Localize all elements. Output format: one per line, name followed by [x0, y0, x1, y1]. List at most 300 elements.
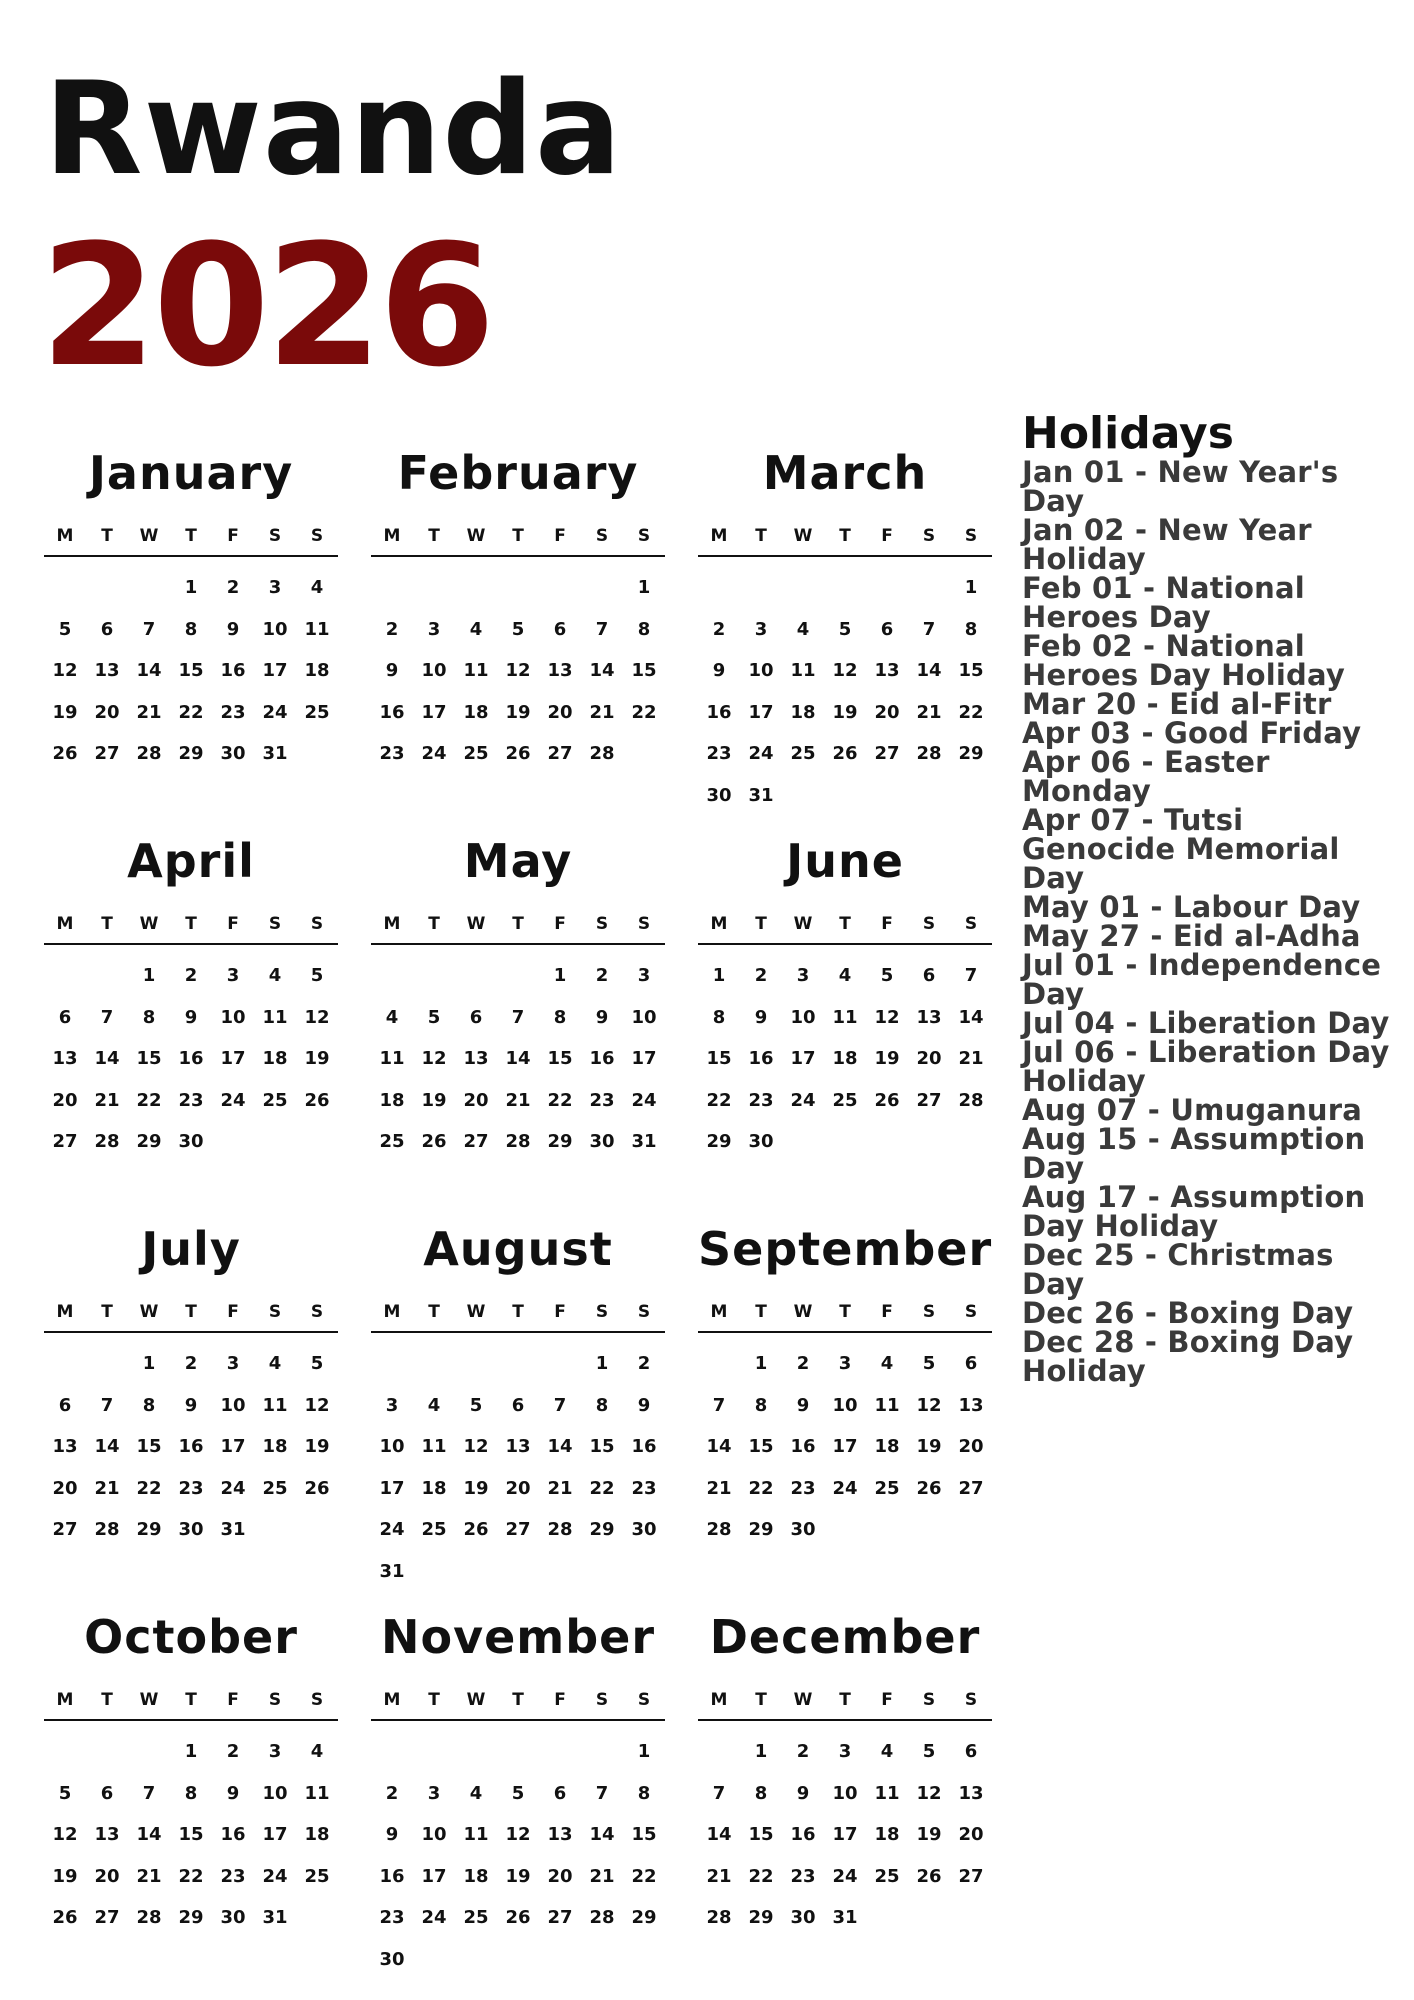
day-cell: 7 — [142, 1782, 156, 1804]
day-cell: 11 — [874, 1394, 900, 1416]
weekday-label: M — [383, 1302, 401, 1322]
day-cell: 2 — [226, 1741, 240, 1762]
day-cell: 8 — [712, 1006, 726, 1028]
day-cell: 21 — [136, 1865, 162, 1887]
day-cell: 21 — [958, 1048, 984, 1069]
weekday-label: S — [310, 1690, 324, 1710]
day-cell: 23 — [379, 1907, 405, 1928]
day-cell: 23 — [589, 1089, 615, 1111]
month-title: March — [762, 446, 928, 500]
day-cell: 16 — [178, 1436, 204, 1457]
day-cell: 14 — [94, 1436, 120, 1457]
day-cell: 8 — [184, 618, 198, 640]
day-cell: 29 — [958, 743, 984, 764]
month-title: April — [127, 834, 255, 888]
month-september — [698, 1216, 992, 1604]
weekday-header — [698, 1302, 992, 1333]
days-grid — [698, 1333, 992, 1551]
holiday-item: Aug 15 - Assumption Day — [1022, 1122, 1366, 1185]
day-cell: 20 — [505, 1477, 531, 1499]
day-cell: 8 — [553, 1006, 567, 1028]
empty-day-cell — [371, 1343, 413, 1385]
day-cell: 9 — [385, 660, 399, 681]
day-cell: 19 — [916, 1436, 942, 1457]
day-cell: 4 — [880, 1353, 894, 1374]
day-cell: 14 — [505, 1048, 531, 1069]
day-cell: 26 — [304, 1477, 330, 1499]
empty-day-cell — [44, 567, 86, 609]
day-cell: 17 — [631, 1048, 657, 1069]
day-cell: 25 — [379, 1131, 405, 1152]
day-cell: 13 — [52, 1436, 78, 1457]
day-cell: 15 — [178, 660, 204, 681]
day-cell: 17 — [421, 1865, 447, 1887]
day-cell: 23 — [220, 1865, 246, 1887]
day-cell: 21 — [505, 1089, 531, 1111]
day-cell: 1 — [754, 1353, 768, 1374]
day-cell: 2 — [796, 1353, 810, 1374]
day-cell: 27 — [916, 1089, 942, 1111]
weekday-label: W — [139, 1302, 159, 1322]
day-cell: 18 — [463, 1865, 489, 1887]
day-cell: 30 — [220, 743, 246, 764]
day-cell: 14 — [589, 1824, 615, 1845]
weekday-label: W — [466, 1690, 486, 1710]
day-cell: 18 — [304, 660, 330, 681]
holiday-item: Aug 17 - Assumption Day Holiday — [1022, 1180, 1366, 1243]
day-cell: 15 — [178, 1824, 204, 1845]
day-cell: 20 — [547, 1865, 573, 1887]
day-cell: 20 — [94, 1865, 120, 1887]
day-cell: 2 — [595, 965, 609, 986]
day-cell: 30 — [631, 1519, 657, 1540]
holiday-item: Dec 28 - Boxing Day Holiday — [1022, 1325, 1354, 1388]
weekday-label: M — [56, 914, 74, 934]
day-cell: 30 — [589, 1131, 615, 1152]
day-cell: 28 — [706, 1519, 732, 1540]
day-cell: 14 — [706, 1436, 732, 1457]
day-cell: 5 — [58, 618, 72, 640]
day-cell: 6 — [964, 1741, 978, 1762]
holiday-item: May 27 - Eid al-Adha — [1022, 919, 1361, 953]
weekday-header — [44, 1302, 338, 1333]
day-cell: 28 — [589, 1907, 615, 1928]
day-cell: 22 — [631, 701, 657, 723]
day-cell: 24 — [421, 743, 447, 764]
day-cell: 19 — [463, 1477, 489, 1499]
day-cell: 6 — [58, 1394, 72, 1416]
day-cell: 26 — [916, 1865, 942, 1887]
day-cell: 17 — [832, 1824, 858, 1845]
day-cell: 17 — [262, 1824, 288, 1845]
day-cell: 17 — [262, 660, 288, 681]
weekday-label: W — [793, 914, 813, 934]
day-cell: 27 — [52, 1519, 78, 1540]
day-cell: 27 — [958, 1865, 984, 1887]
day-cell: 14 — [706, 1824, 732, 1845]
day-cell: 27 — [547, 1907, 573, 1928]
empty-day-cell — [497, 1343, 539, 1385]
day-cell: 27 — [94, 743, 120, 764]
weekday-label: S — [964, 526, 978, 546]
weekday-label: T — [512, 914, 524, 934]
weekday-label: S — [637, 1302, 651, 1322]
day-cell: 22 — [748, 1865, 774, 1887]
day-cell: 19 — [505, 701, 531, 723]
day-cell: 10 — [421, 1824, 447, 1845]
day-cell: 7 — [595, 618, 609, 640]
day-cell: 29 — [136, 1131, 162, 1152]
weekday-label: W — [793, 526, 813, 546]
day-cell: 5 — [511, 1782, 525, 1804]
day-cell: 15 — [631, 1824, 657, 1845]
day-cell: 16 — [631, 1436, 657, 1457]
day-cell: 12 — [916, 1782, 942, 1804]
day-cell: 12 — [874, 1006, 900, 1028]
day-cell: 15 — [547, 1048, 573, 1069]
weekday-label: F — [227, 1302, 239, 1322]
day-cell: 30 — [748, 1131, 774, 1152]
month-march — [698, 440, 992, 828]
day-cell: 22 — [631, 1865, 657, 1887]
day-cell: 14 — [958, 1006, 984, 1028]
day-cell: 22 — [958, 701, 984, 723]
day-cell: 13 — [94, 1824, 120, 1845]
day-cell: 27 — [958, 1477, 984, 1499]
month-may — [371, 828, 665, 1216]
day-cell: 5 — [427, 1006, 441, 1028]
empty-day-cell — [497, 567, 539, 609]
weekday-label: M — [710, 1690, 728, 1710]
weekday-label: F — [881, 526, 893, 546]
day-cell: 8 — [595, 1394, 609, 1416]
weekday-label: S — [964, 1690, 978, 1710]
day-cell: 27 — [94, 1907, 120, 1928]
day-cell: 31 — [262, 1907, 288, 1928]
day-cell: 17 — [832, 1436, 858, 1457]
day-cell: 7 — [964, 965, 978, 986]
day-cell: 8 — [142, 1006, 156, 1028]
day-cell: 25 — [262, 1089, 288, 1111]
weekday-label: S — [268, 1690, 282, 1710]
day-cell: 25 — [874, 1865, 900, 1887]
day-cell: 25 — [463, 743, 489, 764]
holiday-item: Mar 20 - Eid al-Fitr — [1022, 687, 1332, 721]
day-cell: 18 — [304, 1824, 330, 1845]
day-cell: 30 — [379, 1948, 405, 1970]
day-cell: 21 — [706, 1477, 732, 1499]
day-cell: 11 — [832, 1006, 858, 1028]
weekday-label: S — [310, 914, 324, 934]
day-cell: 4 — [268, 1353, 282, 1374]
day-cell: 25 — [304, 1865, 330, 1887]
day-cell: 27 — [463, 1131, 489, 1152]
day-cell: 4 — [268, 965, 282, 986]
day-cell: 5 — [469, 1394, 483, 1416]
weekday-label: W — [139, 526, 159, 546]
day-cell: 7 — [100, 1006, 114, 1028]
days-grid — [371, 945, 665, 1163]
day-cell: 30 — [706, 784, 732, 806]
month-july — [44, 1216, 338, 1604]
day-cell: 19 — [52, 701, 78, 723]
month-title: September — [698, 1222, 993, 1276]
empty-day-cell — [740, 567, 782, 609]
day-cell: 16 — [706, 701, 732, 723]
day-cell: 23 — [220, 701, 246, 723]
weekday-label: T — [755, 1302, 767, 1322]
day-cell: 16 — [220, 1824, 246, 1845]
empty-day-cell — [824, 567, 866, 609]
day-cell: 15 — [748, 1824, 774, 1845]
days-grid — [44, 1721, 338, 1939]
day-cell: 1 — [184, 1741, 198, 1762]
empty-day-cell — [44, 1343, 86, 1385]
day-cell: 17 — [748, 701, 774, 723]
weekday-label: F — [227, 1690, 239, 1710]
day-cell: 22 — [589, 1477, 615, 1499]
days-grid — [44, 945, 338, 1163]
weekday-label: W — [139, 1690, 159, 1710]
day-cell: 4 — [310, 577, 324, 598]
day-cell: 3 — [226, 965, 240, 986]
day-cell: 23 — [706, 743, 732, 764]
day-cell: 15 — [958, 660, 984, 681]
day-cell: 16 — [220, 660, 246, 681]
month-december — [698, 1604, 992, 1992]
month-june — [698, 828, 992, 1216]
day-cell: 3 — [796, 965, 810, 986]
weekday-label: S — [964, 1302, 978, 1322]
day-cell: 5 — [838, 618, 852, 640]
day-cell: 16 — [790, 1824, 816, 1845]
day-cell: 9 — [754, 1006, 768, 1028]
month-grid — [44, 440, 992, 1992]
day-cell: 20 — [52, 1477, 78, 1499]
weekday-label: S — [922, 914, 936, 934]
day-cell: 10 — [748, 660, 774, 681]
day-cell: 6 — [100, 1782, 114, 1804]
weekday-label: T — [101, 1690, 113, 1710]
day-cell: 30 — [220, 1907, 246, 1928]
day-cell: 23 — [790, 1865, 816, 1887]
day-cell: 12 — [52, 660, 78, 681]
weekday-label: F — [554, 1690, 566, 1710]
day-cell: 24 — [220, 1089, 246, 1111]
day-cell: 10 — [790, 1006, 816, 1028]
day-cell: 28 — [589, 743, 615, 764]
day-cell: 4 — [796, 618, 810, 640]
day-cell: 13 — [547, 1824, 573, 1845]
day-cell: 25 — [790, 743, 816, 764]
day-cell: 10 — [832, 1394, 858, 1416]
weekday-label: W — [466, 1302, 486, 1322]
holiday-item: Dec 25 - Christmas Day — [1022, 1238, 1334, 1301]
day-cell: 12 — [304, 1006, 330, 1028]
day-cell: 1 — [142, 965, 156, 986]
day-cell: 14 — [547, 1436, 573, 1457]
day-cell: 26 — [874, 1089, 900, 1111]
empty-day-cell — [908, 567, 950, 609]
empty-day-cell — [128, 1731, 170, 1773]
day-cell: 23 — [790, 1477, 816, 1499]
month-title: October — [84, 1610, 298, 1664]
day-cell: 9 — [226, 1782, 240, 1804]
day-cell: 20 — [916, 1048, 942, 1069]
day-cell: 21 — [589, 1865, 615, 1887]
month-title: August — [423, 1222, 613, 1276]
empty-day-cell — [455, 1731, 497, 1773]
day-cell: 27 — [874, 743, 900, 764]
weekday-label: S — [964, 914, 978, 934]
day-cell: 7 — [553, 1394, 567, 1416]
weekday-label: T — [839, 1302, 851, 1322]
day-cell: 26 — [52, 743, 78, 764]
day-cell: 26 — [463, 1519, 489, 1540]
weekday-label: T — [185, 1302, 197, 1322]
day-cell: 28 — [505, 1131, 531, 1152]
day-cell: 22 — [178, 1865, 204, 1887]
weekday-label: M — [56, 526, 74, 546]
day-cell: 5 — [880, 965, 894, 986]
weekday-header — [44, 914, 338, 945]
day-cell: 28 — [958, 1089, 984, 1111]
empty-day-cell — [86, 567, 128, 609]
day-cell: 27 — [547, 743, 573, 764]
empty-day-cell — [44, 1731, 86, 1773]
day-cell: 8 — [754, 1782, 768, 1804]
day-cell: 1 — [964, 577, 978, 598]
day-cell: 12 — [832, 660, 858, 681]
weekday-label: M — [383, 914, 401, 934]
day-cell: 12 — [463, 1436, 489, 1457]
day-cell: 16 — [379, 701, 405, 723]
empty-day-cell — [866, 567, 908, 609]
weekday-label: S — [310, 526, 324, 546]
day-cell: 11 — [379, 1048, 405, 1069]
day-cell: 28 — [94, 1519, 120, 1540]
weekday-label: T — [101, 914, 113, 934]
day-cell: 7 — [595, 1782, 609, 1804]
day-cell: 14 — [589, 660, 615, 681]
day-cell: 19 — [916, 1824, 942, 1845]
day-cell: 28 — [706, 1907, 732, 1928]
day-cell: 1 — [142, 1353, 156, 1374]
day-cell: 27 — [505, 1519, 531, 1540]
day-cell: 21 — [589, 701, 615, 723]
day-cell: 5 — [922, 1353, 936, 1374]
day-cell: 5 — [58, 1782, 72, 1804]
holiday-item: Feb 01 - National Heroes Day — [1022, 571, 1305, 634]
day-cell: 24 — [631, 1089, 657, 1111]
holiday-item: Jul 06 - Liberation Day Holiday — [1022, 1035, 1390, 1098]
days-grid — [698, 945, 992, 1163]
day-cell: 13 — [958, 1394, 984, 1416]
holiday-item: Apr 06 - Easter Monday — [1022, 745, 1270, 808]
day-cell: 3 — [754, 618, 768, 640]
day-cell: 24 — [262, 701, 288, 723]
empty-day-cell — [698, 1731, 740, 1773]
weekday-label: T — [839, 526, 851, 546]
day-cell: 9 — [385, 1824, 399, 1845]
day-cell: 9 — [796, 1782, 810, 1804]
day-cell: 4 — [427, 1394, 441, 1416]
holiday-item: Dec 26 - Boxing Day — [1022, 1296, 1354, 1330]
day-cell: 17 — [421, 701, 447, 723]
day-cell: 9 — [796, 1394, 810, 1416]
weekday-header — [371, 914, 665, 945]
day-cell: 14 — [94, 1048, 120, 1069]
day-cell: 10 — [832, 1782, 858, 1804]
weekday-label: T — [101, 1302, 113, 1322]
day-cell: 26 — [304, 1089, 330, 1111]
day-cell: 12 — [421, 1048, 447, 1069]
day-cell: 24 — [748, 743, 774, 764]
weekday-label: W — [466, 914, 486, 934]
day-cell: 10 — [262, 618, 288, 640]
day-cell: 4 — [385, 1006, 399, 1028]
day-cell: 21 — [916, 701, 942, 723]
day-cell: 13 — [94, 660, 120, 681]
day-cell: 24 — [832, 1477, 858, 1499]
day-cell: 11 — [421, 1436, 447, 1457]
weekday-label: F — [554, 1302, 566, 1322]
day-cell: 3 — [427, 618, 441, 640]
weekday-label: M — [56, 1690, 74, 1710]
holiday-item: Jul 04 - Liberation Day — [1022, 1006, 1390, 1040]
empty-day-cell — [455, 567, 497, 609]
day-cell: 11 — [304, 1782, 330, 1804]
day-cell: 30 — [178, 1131, 204, 1152]
day-cell: 16 — [589, 1048, 615, 1069]
weekday-label: F — [554, 526, 566, 546]
day-cell: 26 — [832, 743, 858, 764]
day-cell: 4 — [838, 965, 852, 986]
day-cell: 16 — [748, 1048, 774, 1069]
weekday-label: T — [839, 914, 851, 934]
day-cell: 16 — [379, 1865, 405, 1887]
holiday-item: Jan 02 - New Year Holiday — [1022, 513, 1312, 576]
day-cell: 14 — [136, 1824, 162, 1845]
day-cell: 6 — [964, 1353, 978, 1374]
weekday-label: S — [637, 914, 651, 934]
month-october — [44, 1604, 338, 1992]
day-cell: 6 — [58, 1006, 72, 1028]
weekday-label: S — [637, 1690, 651, 1710]
day-cell: 25 — [832, 1089, 858, 1111]
day-cell: 18 — [262, 1048, 288, 1069]
weekday-label: T — [428, 1302, 440, 1322]
weekday-header — [44, 1690, 338, 1721]
month-title: May — [463, 834, 573, 888]
day-cell: 22 — [547, 1089, 573, 1111]
day-cell: 29 — [178, 743, 204, 764]
day-cell: 18 — [421, 1477, 447, 1499]
day-cell: 23 — [178, 1089, 204, 1111]
days-grid — [698, 557, 992, 816]
day-cell: 13 — [547, 660, 573, 681]
weekday-header — [44, 526, 338, 557]
day-cell: 20 — [463, 1089, 489, 1111]
holiday-item: Feb 02 - National Heroes Day Holiday — [1022, 629, 1345, 692]
day-cell: 1 — [637, 577, 651, 598]
day-cell: 8 — [142, 1394, 156, 1416]
day-cell: 21 — [94, 1089, 120, 1111]
holiday-item: Apr 07 - Tutsi Genocide Memorial Day — [1022, 803, 1340, 895]
day-cell: 13 — [52, 1048, 78, 1069]
day-cell: 25 — [304, 701, 330, 723]
month-title: December — [709, 1610, 981, 1664]
